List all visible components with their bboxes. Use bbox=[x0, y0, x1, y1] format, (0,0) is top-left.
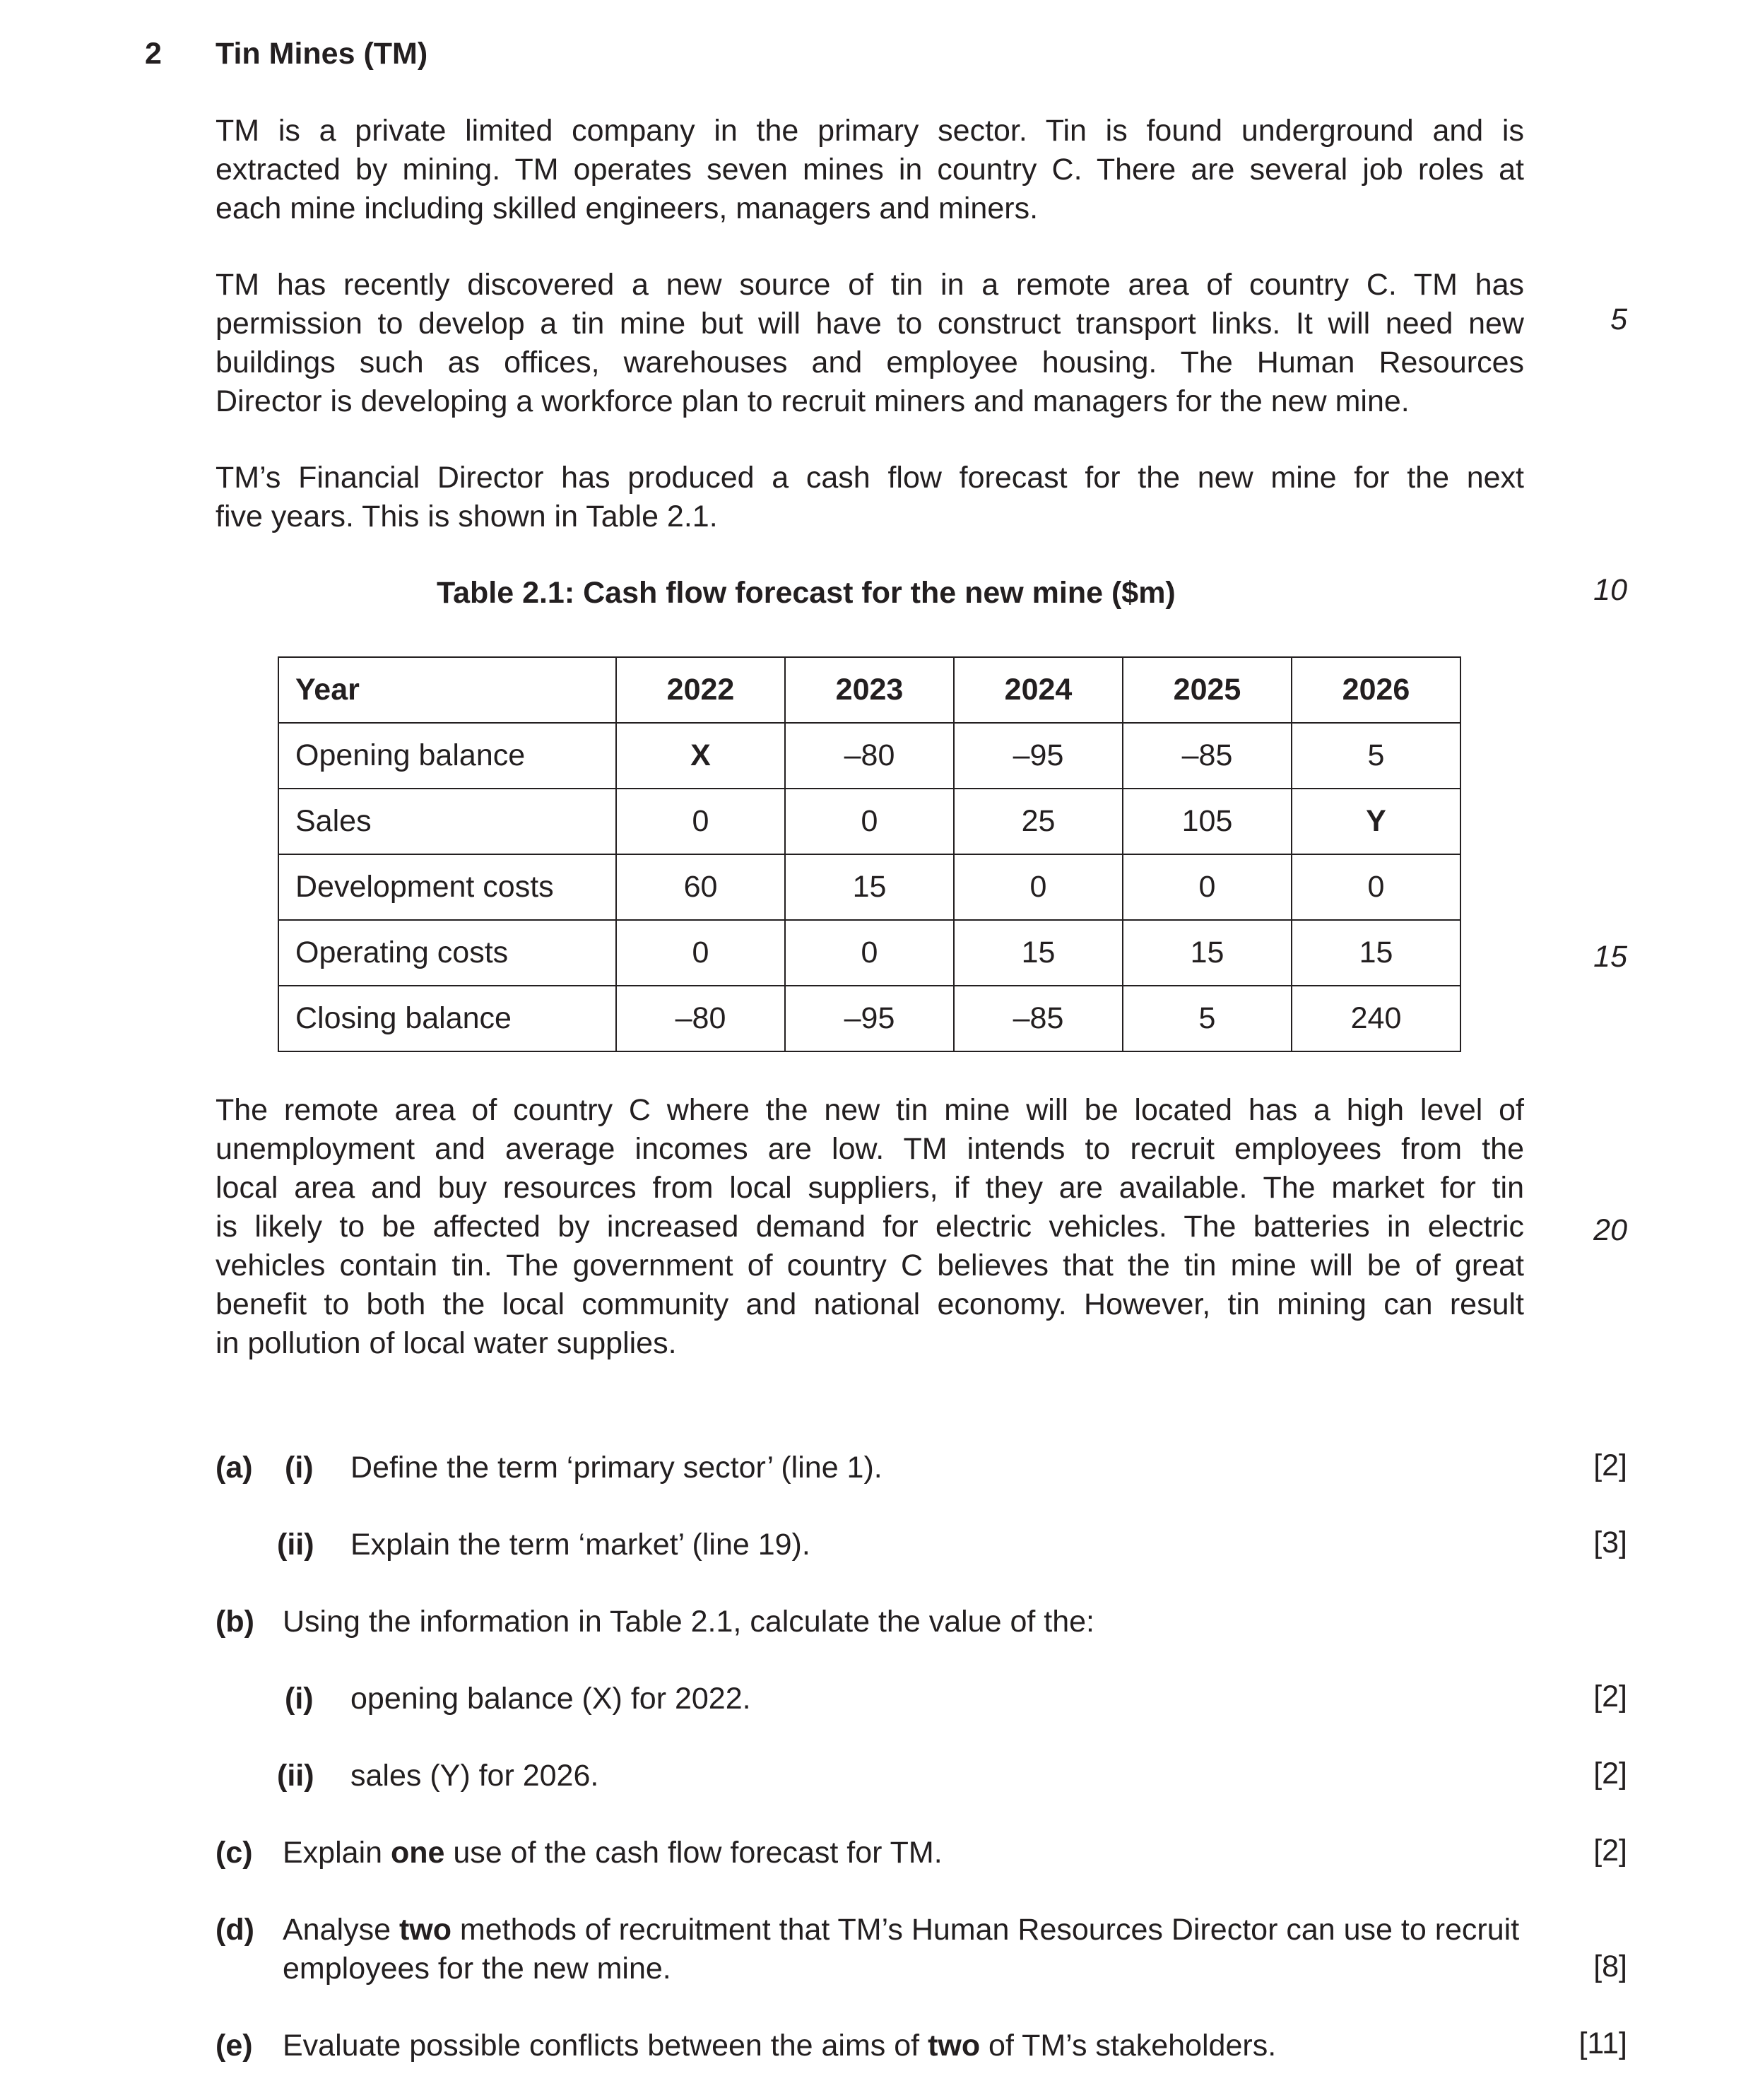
question-title: Tin Mines (TM) bbox=[216, 37, 428, 71]
question-d-text-post: methods of recruitment that TM’s Human Resources Director can use to recruit bbox=[451, 1913, 1520, 1947]
text-line: Director is developing a workforce plan to recruit miners and managers for the new mine. bbox=[216, 384, 1410, 418]
table-header-row bbox=[278, 657, 1460, 723]
question-b-ii-label: (ii) bbox=[277, 1759, 314, 1793]
table-cell: 15 bbox=[954, 920, 1123, 986]
table-cell: 0 bbox=[1123, 854, 1292, 920]
table-cell: 0 bbox=[785, 920, 954, 986]
table-row bbox=[278, 920, 1460, 986]
table-cell: 0 bbox=[1292, 854, 1460, 920]
text-line: TM has recently discovered a new source of tin in a remote area of country C. TM has bbox=[216, 268, 1524, 302]
text-line: five years. This is shown in Table 2.1. bbox=[216, 500, 718, 533]
table-header-cell: 2023 bbox=[785, 657, 954, 723]
question-a-i-text: Define the term ‘primary sector’ (line 1). bbox=[350, 1451, 883, 1485]
table-cell: –95 bbox=[785, 986, 954, 1051]
table-cell: –80 bbox=[616, 986, 785, 1051]
question-b-ii-text: sales (Y) for 2026. bbox=[350, 1759, 599, 1793]
question-b-text: Using the information in Table 2.1, calculate the value of the: bbox=[283, 1605, 1094, 1639]
question-c-text-post: use of the cash flow forecast for TM. bbox=[444, 1836, 943, 1870]
table-cell: 0 bbox=[616, 920, 785, 986]
table-header-cell: 2026 bbox=[1292, 657, 1460, 723]
question-a-ii-mark: [3] bbox=[1593, 1526, 1627, 1559]
question-e-text-emphasis: two bbox=[928, 2029, 981, 2063]
question-c-text-emphasis: one bbox=[390, 1836, 445, 1870]
text-line: unemployment and average incomes are low. TM intends to recruit employees from the bbox=[216, 1132, 1524, 1166]
text-line: local area and buy resources from local suppliers, if they are available. The market for tin bbox=[216, 1171, 1524, 1205]
question-b-i-text: opening balance (X) for 2022. bbox=[350, 1682, 751, 1716]
question-a-label: (a) bbox=[216, 1451, 253, 1485]
table-cell: –80 bbox=[785, 723, 954, 789]
table-header-cell: Year bbox=[278, 657, 616, 723]
table-cell: 60 bbox=[616, 854, 785, 920]
question-d-text-line2: employees for the new mine. bbox=[283, 1952, 671, 1986]
question-c-text-pre: Explain bbox=[283, 1836, 391, 1870]
table-cell: Y bbox=[1292, 789, 1460, 854]
text-line: TM is a private limited company in the primary sector. Tin is found underground and is bbox=[216, 114, 1524, 148]
table-cell: 0 bbox=[785, 789, 954, 854]
row-label: Closing balance bbox=[278, 986, 616, 1051]
table-cell: –85 bbox=[1123, 723, 1292, 789]
text-line: in pollution of local water supplies. bbox=[216, 1326, 677, 1360]
question-d-text-line1 bbox=[283, 1911, 1627, 1949]
question-b-ii-mark: [2] bbox=[1593, 1757, 1627, 1791]
question-c-text bbox=[283, 1834, 943, 1872]
question-e-text-pre: Evaluate possible conflicts between the aims of bbox=[283, 2029, 928, 2063]
table-cell: 15 bbox=[785, 854, 954, 920]
question-e-text-post: of TM’s stakeholders. bbox=[980, 2029, 1277, 2063]
question-b-i-label: (i) bbox=[285, 1682, 314, 1716]
line-number-20: 20 bbox=[1593, 1213, 1627, 1247]
table-cell: 5 bbox=[1123, 986, 1292, 1051]
text-line: is likely to be affected by increased demand for electric vehicles. The batteries in electric bbox=[216, 1210, 1524, 1244]
text-line: each mine including skilled engineers, managers and miners. bbox=[216, 191, 1039, 225]
table-cell: –95 bbox=[954, 723, 1123, 789]
question-e-text bbox=[283, 2027, 1276, 2065]
table-cell: –85 bbox=[954, 986, 1123, 1051]
table-cell: 25 bbox=[954, 789, 1123, 854]
question-d-label: (d) bbox=[216, 1913, 254, 1947]
table-cell: X bbox=[616, 723, 785, 789]
question-b-i-mark: [2] bbox=[1593, 1680, 1627, 1713]
table-cell: 0 bbox=[616, 789, 785, 854]
row-label: Opening balance bbox=[278, 723, 616, 789]
text-line: TM’s Financial Director has produced a cash flow forecast for the new mine for the next bbox=[216, 461, 1524, 495]
case-paragraph-1 bbox=[216, 112, 1524, 228]
table-cell: 0 bbox=[954, 854, 1123, 920]
table-header-cell: 2022 bbox=[616, 657, 785, 723]
line-number-5: 5 bbox=[1610, 302, 1627, 336]
text-line: The remote area of country C where the new tin mine will be located has a high level of bbox=[216, 1093, 1524, 1127]
table-row bbox=[278, 854, 1460, 920]
table-row bbox=[278, 986, 1460, 1051]
question-b-label: (b) bbox=[216, 1605, 254, 1639]
text-line: vehicles contain tin. The government of country C believes that the tin mine will be of great bbox=[216, 1249, 1524, 1282]
table-header-cell: 2025 bbox=[1123, 657, 1292, 723]
question-d-text-emphasis: two bbox=[399, 1913, 451, 1947]
cash-flow-table bbox=[278, 656, 1461, 1052]
question-e-mark: [11] bbox=[1578, 2027, 1627, 2060]
question-a-ii-label: (ii) bbox=[277, 1528, 314, 1562]
question-d-mark: [8] bbox=[1593, 1949, 1627, 1983]
case-paragraph-4 bbox=[216, 1091, 1524, 1363]
table-cell: 105 bbox=[1123, 789, 1292, 854]
question-number: 2 bbox=[145, 37, 162, 71]
question-a-ii-text: Explain the term ‘market’ (line 19). bbox=[350, 1528, 810, 1562]
row-label: Sales bbox=[278, 789, 616, 854]
row-label: Development costs bbox=[278, 854, 616, 920]
question-c-mark: [2] bbox=[1593, 1834, 1627, 1868]
question-a-i-mark: [2] bbox=[1593, 1449, 1627, 1482]
text-line: buildings such as offices, warehouses and employee housing. The Human Resources bbox=[216, 346, 1524, 379]
line-number-15: 15 bbox=[1593, 940, 1627, 974]
case-paragraph-3 bbox=[216, 459, 1524, 536]
table-row bbox=[278, 789, 1460, 854]
question-e-label: (e) bbox=[216, 2029, 253, 2063]
question-d-text-pre: Analyse bbox=[283, 1913, 399, 1947]
question-a-i-label: (i) bbox=[285, 1451, 314, 1485]
text-line: benefit to both the local community and national economy. However, tin mining can result bbox=[216, 1287, 1524, 1321]
text-line: extracted by mining. TM operates seven mines in country C. There are several job roles at bbox=[216, 153, 1524, 187]
table-cell: 15 bbox=[1123, 920, 1292, 986]
table-cell: 5 bbox=[1292, 723, 1460, 789]
text-line: permission to develop a tin mine but will have to construct transport links. It will need new bbox=[216, 307, 1524, 341]
table-cell: 240 bbox=[1292, 986, 1460, 1051]
table-caption: Table 2.1: Cash flow forecast for the new mine ($m) bbox=[437, 576, 1176, 610]
row-label: Operating costs bbox=[278, 920, 616, 986]
line-number-10: 10 bbox=[1593, 573, 1627, 607]
table-cell: 15 bbox=[1292, 920, 1460, 986]
case-paragraph-2 bbox=[216, 266, 1524, 421]
table-row bbox=[278, 723, 1460, 789]
question-c-label: (c) bbox=[216, 1836, 253, 1870]
table-header-cell: 2024 bbox=[954, 657, 1123, 723]
